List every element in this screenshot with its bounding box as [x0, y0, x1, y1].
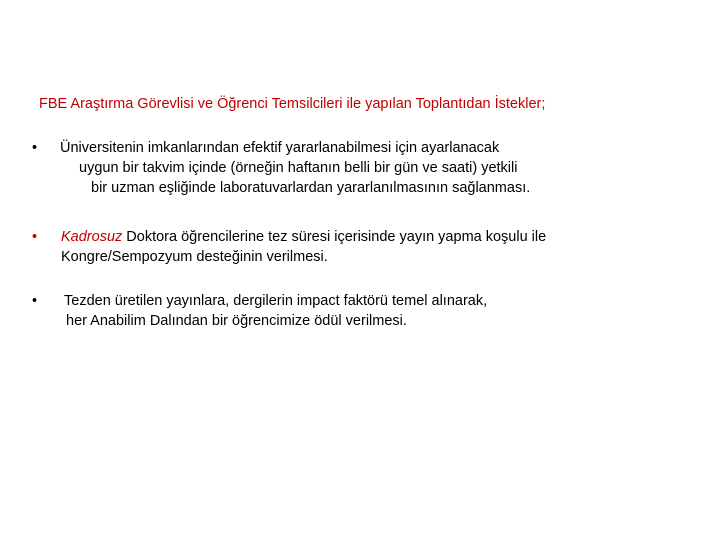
list-item-text: [60, 138, 530, 198]
list-item-line: uygun bir takvim içinde (örneğin haftanın belli bir gün ve saati) yetkili: [79, 160, 518, 176]
list-item-line: Tezden üretilen yayınlara, dergilerin impact faktörü temel alınarak,: [64, 293, 488, 309]
emphasis-word: Kadrosuz: [61, 229, 123, 245]
list-item-line: her Anabilim Dalından bir öğrencimize ödül verilmesi.: [66, 313, 407, 329]
list-item-line: bir uzman eşliğinde laboratuvarlardan yararlanılmasının sağlanması.: [91, 180, 531, 196]
bullet-marker: •: [32, 140, 38, 156]
bullet-marker: •: [32, 293, 38, 309]
heading-accent-text: FBE Araştırma Görevlisi ve Öğrenci Temsilcileri ile yapılan Toplantıdan İstekler;: [39, 96, 546, 112]
list-item-line: [61, 227, 546, 247]
list-item-text: [61, 227, 546, 267]
bullet-marker: •: [32, 229, 38, 245]
list-item-line: Kongre/Sempozyum desteğinin verilmesi.: [61, 249, 328, 265]
slide-heading: [39, 94, 545, 114]
list-item-line-rest: Doktora öğrencilerine tez süresi içerisinde yayın yapma koşulu ile: [122, 229, 547, 245]
list-item-text: [64, 291, 487, 331]
list-item-line: Üniversitenin imkanlarından efektif yararlanabilmesi için ayarlanacak: [60, 140, 500, 156]
